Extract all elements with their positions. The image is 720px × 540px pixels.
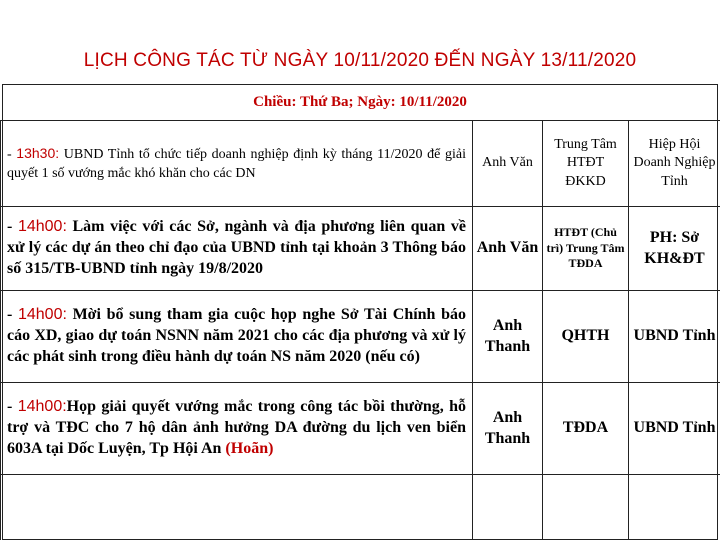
bullet-dash: - <box>7 147 17 163</box>
task-cell <box>1 207 473 291</box>
person-cell <box>473 475 543 540</box>
task-time: 14h00: <box>17 398 67 416</box>
status-badge: (Hoãn) <box>225 439 274 457</box>
host-cell: PH: Sở KH&ĐT <box>629 207 720 291</box>
task-text: UBND Tỉnh tổ chức tiếp doanh nghiệp định kỳ tháng 11/2020 để giải quyết 1 số vướng mắc khó khăn cho các DN <box>7 147 466 181</box>
person-cell: Anh Văn <box>473 121 543 207</box>
task-time: 14h00: <box>17 306 67 324</box>
task-text: Mời bổ sung tham gia cuộc họp nghe Sở Tài Chính báo cáo XD, giao dự toán NSNN năm 2021 cho các địa phương và xử lý các phát sinh trong điều hành dự toán NS năm 2020 (nếu có) <box>7 306 467 365</box>
host-cell: Hiệp Hội Doanh Nghiệp Tỉnh <box>629 121 720 207</box>
table-row <box>1 383 720 475</box>
task-time: 13h30: <box>16 145 60 162</box>
bullet-dash: - <box>7 306 18 324</box>
schedule-table <box>0 120 720 540</box>
page-title: LỊCH CÔNG TÁC TỪ NGÀY 10/11/2020 ĐẾN NGÀY 13/11/2020 <box>83 50 637 71</box>
task-cell <box>1 383 473 475</box>
task-cell <box>1 121 473 207</box>
location-cell: QHTH <box>543 291 629 383</box>
person-cell: Anh Thanh <box>473 383 543 475</box>
host-cell <box>629 475 720 540</box>
person-cell: Anh Văn <box>473 207 543 291</box>
person-cell: Anh Thanh <box>473 291 543 383</box>
location-cell: TĐDA <box>543 383 629 475</box>
task-cell <box>1 291 473 383</box>
task-text: Họp giải quyết vướng mắc trong công tác bồi thường, hỗ trợ và TĐC cho 7 hộ dân ảnh hưởng DA đường du lịch ven biển 603A tại Dốc Luyện, Tp Hội An <box>7 398 467 457</box>
table-row <box>1 291 720 383</box>
task-cell <box>1 475 473 540</box>
table-row <box>1 121 720 207</box>
table-row <box>1 207 720 291</box>
task-text: Làm việc với các Sở, ngành và địa phương liên quan về xử lý các dự án theo chỉ đạo của UBND tỉnh tại khoản 3 Thông báo số 315/TB-UBND tỉnh ngày 19/8/2020 <box>7 218 467 277</box>
location-cell: Trung Tâm HTĐT ĐKKD <box>543 121 629 207</box>
table-row <box>1 475 720 540</box>
location-cell <box>543 475 629 540</box>
bullet-dash: - <box>7 218 18 236</box>
host-cell: UBND Tỉnh <box>629 383 720 475</box>
host-cell: UBND Tỉnh <box>629 291 720 383</box>
schedule-subtitle: Chiều: Thứ Ba; Ngày: 10/11/2020 <box>253 94 467 110</box>
bullet-dash: - <box>7 398 18 416</box>
task-time: 14h00: <box>17 218 67 236</box>
location-cell: HTĐT (Chủ trì) Trung Tâm TĐDA <box>543 207 629 291</box>
